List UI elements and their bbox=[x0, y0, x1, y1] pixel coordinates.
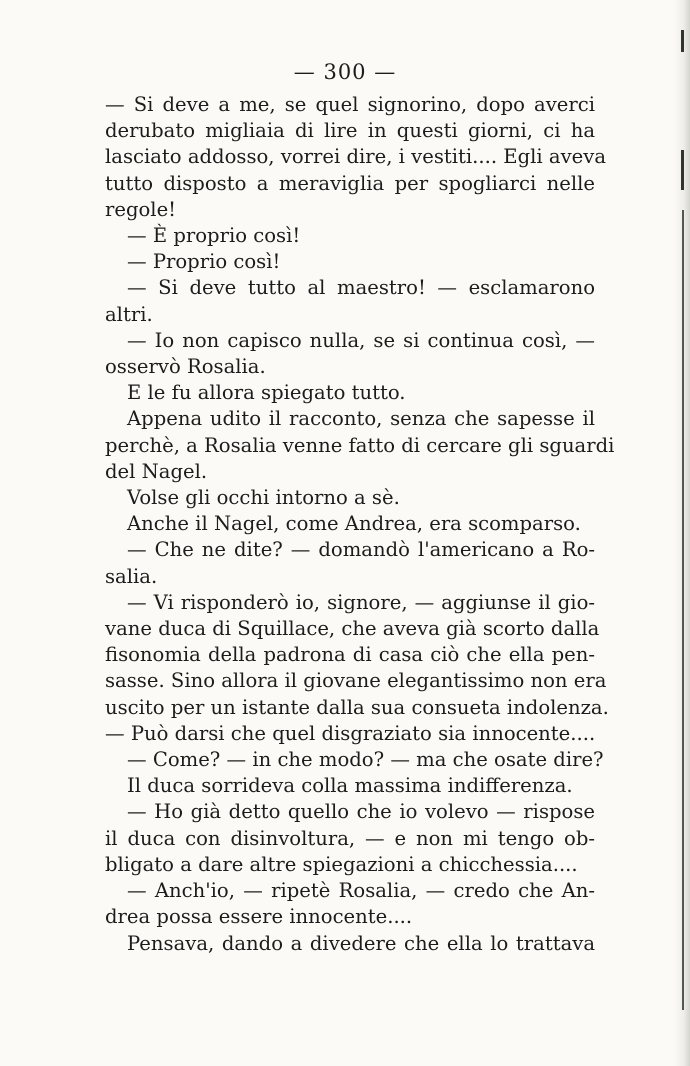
text-line: Pensava, dando a divedere che ella lo trattava bbox=[127, 931, 595, 955]
page-body-text bbox=[105, 92, 615, 957]
text-line: fisonomia della padrona di casa ciò che ella pen- bbox=[105, 643, 595, 667]
text-line: perchè, a Rosalia venne fatto di cercare gli sguardi bbox=[105, 433, 615, 457]
text-line: — Proprio così! bbox=[127, 250, 281, 274]
text-line: lasciato addosso, vorrei dire, i vestiti.... Egli aveva bbox=[105, 145, 607, 169]
text-line: vane duca di Squillace, che aveva già scorto dalla bbox=[105, 617, 600, 641]
text-line: — Come? — in che modo? — ma che osate dire? bbox=[127, 748, 604, 772]
text-line: Il duca sorrideva colla massima indifferenza. bbox=[127, 774, 573, 798]
text-line: il duca con disinvoltura, — e non mi tengo ob- bbox=[105, 826, 595, 850]
text-line: derubato migliaia di lire in questi giorni, ci ha bbox=[105, 119, 595, 143]
edge-mark bbox=[681, 150, 684, 190]
page-number: — 300 — bbox=[293, 60, 397, 84]
text-line: — Che ne dite? — domandò l'americano a Ro- bbox=[127, 538, 595, 562]
page-edge-shadow bbox=[674, 0, 690, 1066]
text-line: E le fu allora spiegato tutto. bbox=[127, 381, 406, 405]
text-line: — Si deve tutto al maestro! — esclamarono bbox=[127, 276, 595, 300]
text-line: Volse gli occhi intorno a sè. bbox=[127, 486, 400, 510]
text-line: — Vi risponderò io, signore, — aggiunse il gio- bbox=[127, 590, 595, 614]
text-line: drea possa essere innocente.... bbox=[105, 905, 413, 929]
text-line: — Io non capisco nulla, se si continua così, — bbox=[127, 328, 595, 352]
text-line: — Ho già detto quello che io volevo — rispose bbox=[127, 800, 595, 824]
text-line: — Si deve a me, se quel signorino, dopo averci bbox=[105, 93, 595, 116]
edge-mark bbox=[682, 210, 684, 1010]
text-line: tutto disposto a meraviglia per spogliarci nelle bbox=[105, 171, 595, 195]
edge-mark bbox=[681, 30, 684, 52]
text-line: osservò Rosalia. bbox=[105, 355, 266, 379]
text-line: — Anch'io, — ripetè Rosalia, — credo che An- bbox=[127, 879, 595, 903]
text-line: altri. bbox=[105, 302, 153, 326]
text-line: Anche il Nagel, come Andrea, era scomparso. bbox=[127, 512, 581, 536]
text-line: uscito per un istante dalla sua consueta indolenza. bbox=[105, 695, 609, 719]
text-line: sasse. Sino allora il giovane elegantissimo non era bbox=[105, 669, 607, 693]
text-line: — È proprio così! bbox=[127, 224, 301, 248]
text-line: regole! bbox=[105, 197, 177, 221]
text-line: salia. bbox=[105, 564, 158, 588]
text-line: Appena udito il racconto, senza che sapesse il bbox=[127, 407, 595, 431]
text-line: bligato a dare altre spiegazioni a chicchessia.... bbox=[105, 852, 578, 876]
text-line: — Può darsi che quel disgraziato sia innocente.... bbox=[105, 721, 596, 745]
text-line: del Nagel. bbox=[105, 459, 208, 483]
